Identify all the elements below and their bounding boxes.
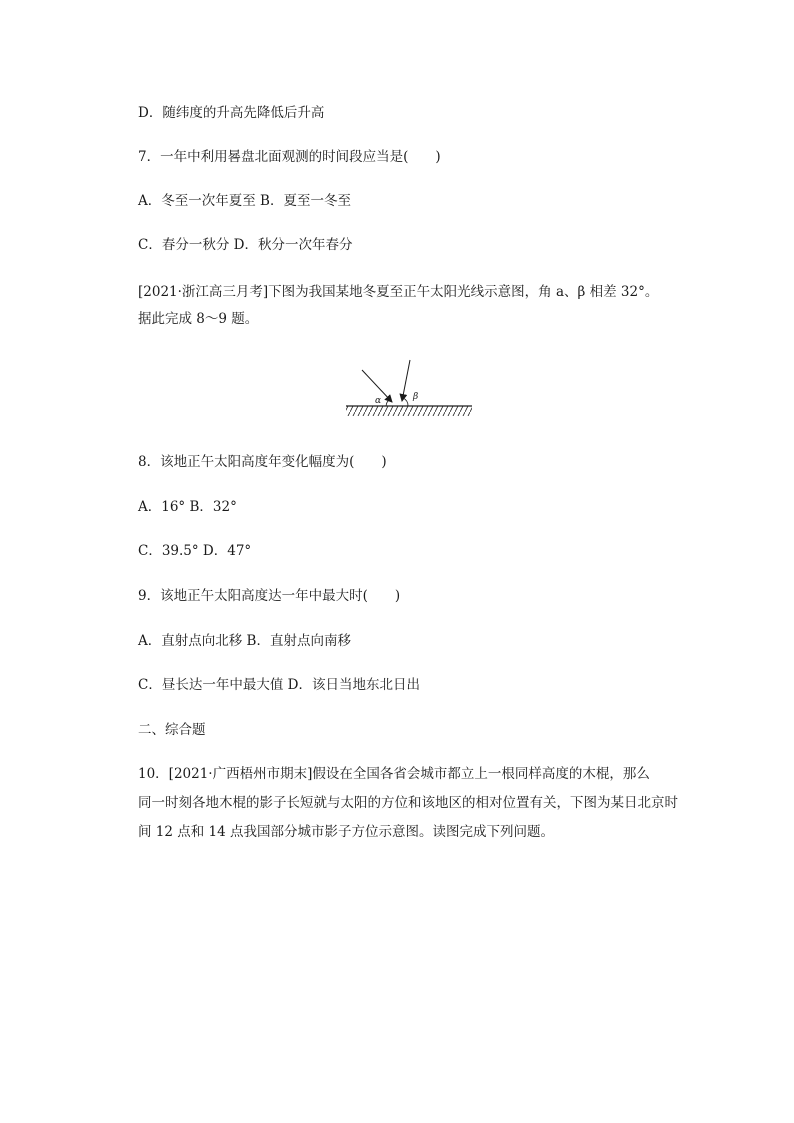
line-q7-options-ab: A．冬至一次年夏至 B．夏至一冬至 (138, 193, 351, 209)
line-q7-options-cd: C．春分一秋分 D．秋分一次年春分 (138, 237, 353, 253)
line-intro-2: 据此完成 8～9 题。 (138, 311, 259, 327)
sun-ray-figure (340, 352, 476, 424)
line-q7-stem: 7．一年中利用晷盘北面观测的时间段应当是( ) (138, 149, 441, 165)
line-intro-1: [2021·浙江高三月考]下图为我国某地冬夏至正午太阳光线示意图，角 a、β 相差 32°。 (138, 284, 659, 300)
line-q10-2: 同一时刻各地木棍的影子长短就与太阳的方位和该地区的相对位置有关，下图为某日北京时 (138, 795, 678, 811)
alpha-label: α (375, 396, 382, 406)
line-q6-option-d: D．随纬度的升高先降低后升高 (138, 105, 325, 121)
line-q8-options-cd: C．39.5° D．47° (138, 543, 252, 559)
line-q9-options-cd: C．昼长达一年中最大值 D．该日当地东北日出 (138, 677, 420, 693)
line-q9-options-ab: A．直射点向北移 B．直射点向南移 (138, 633, 351, 649)
section-title: 二、综合题 (138, 722, 206, 738)
line-q9-stem: 9．该地正午太阳高度达一年中最大时( ) (138, 588, 401, 604)
summer-solstice-sun-ray (402, 360, 410, 401)
sun-ray-diagram (340, 352, 476, 424)
line-q8-options-ab: A．16° B．32° (138, 499, 237, 515)
line-q10-1: 10．[2021·广西梧州市期末]假设在全国各省会城市都立上一根同样高度的木棍，那么 (138, 766, 650, 782)
beta-label: β (413, 392, 419, 402)
line-q8-stem: 8．该地正午太阳高度年变化幅度为( ) (138, 454, 387, 470)
line-q10-3: 间 12 点和 14 点我国部分城市影子方位示意图。读图完成下列问题。 (138, 824, 555, 840)
ground-surface (346, 406, 472, 416)
beta-angle-arc (403, 398, 408, 406)
alpha-angle-arc (386, 399, 390, 406)
